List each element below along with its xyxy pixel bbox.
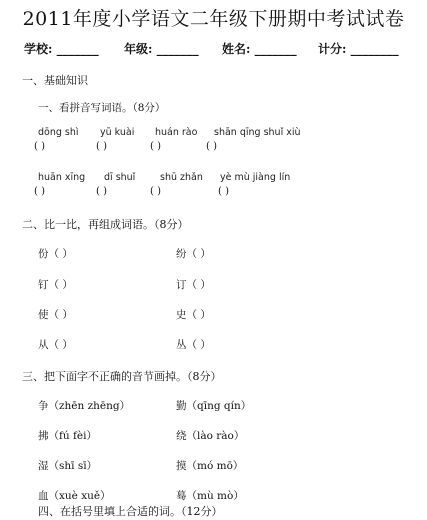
section3-heading: 三、把下面字不正确的音节画掉。（8分） — [22, 370, 222, 383]
grade-field: 年级: _______ — [124, 42, 199, 56]
answer-blank: ( ) — [206, 141, 217, 152]
word-item: 纷（ ） — [176, 248, 211, 260]
answer-blank: ( ) — [150, 141, 161, 152]
answer-blank: ( ) — [34, 141, 45, 152]
pinyin-choice-item: 争（zhēn zhēng） — [38, 400, 131, 412]
pinyin-choice-item: 拂（fú fèi） — [38, 430, 97, 442]
word-item: 份（ ） — [38, 248, 73, 260]
word-item: 使（ ） — [38, 309, 73, 321]
word-item: 钉（ ） — [38, 279, 73, 291]
word-item: 史（ ） — [176, 309, 211, 321]
pinyin: dī shuǐ — [104, 172, 136, 183]
pinyin: yè mù jiàng lín — [220, 172, 291, 183]
answer-blank: ( ) — [218, 186, 229, 197]
pinyin-choice-item: 摸（mó mō） — [176, 460, 244, 472]
answer-blank: ( ) — [150, 186, 161, 197]
pinyin-choice-item: 勤（qīng qín） — [176, 400, 252, 412]
pinyin-choice-item: 血（xuè xuě） — [38, 490, 111, 502]
pinyin: huān xīng — [38, 172, 86, 183]
section4-heading: 四、在括号里填上合适的词。（12分） — [38, 505, 223, 518]
pinyin: shān qīng shuǐ xiù — [214, 127, 301, 138]
school-field: 学校: _______ — [24, 42, 99, 56]
answer-blank: ( ) — [96, 141, 107, 152]
word-item: 丛（ ） — [176, 339, 211, 351]
answer-blank: ( ) — [96, 186, 107, 197]
section1-heading: 一、基础知识 — [22, 74, 88, 87]
pinyin: shū zhǎn — [160, 172, 203, 183]
page-title: 2011年度小学语文二年级下册期中考试试卷 — [22, 8, 405, 30]
pinyin: dōng shì — [38, 127, 79, 138]
name-field: 姓名: _______ — [222, 42, 297, 56]
word-item: 从（ ） — [38, 339, 73, 351]
score-field: 计分: ________ — [318, 42, 399, 56]
pinyin-choice-item: 蓦（mù mò） — [176, 490, 244, 502]
word-item: 订（ ） — [176, 279, 211, 291]
pinyin: yū kuài — [100, 127, 135, 138]
answer-blank: ( ) — [34, 186, 45, 197]
pinyin: huán rào — [155, 127, 198, 138]
q1-title: 一、看拼音写词语。（8分） — [38, 102, 166, 114]
section2-heading: 二、比一比，再组成词语。（8分） — [22, 218, 189, 231]
pinyin-choice-item: 湿（shī sī） — [38, 460, 98, 472]
pinyin-choice-item: 绕（lào rào） — [176, 430, 245, 442]
